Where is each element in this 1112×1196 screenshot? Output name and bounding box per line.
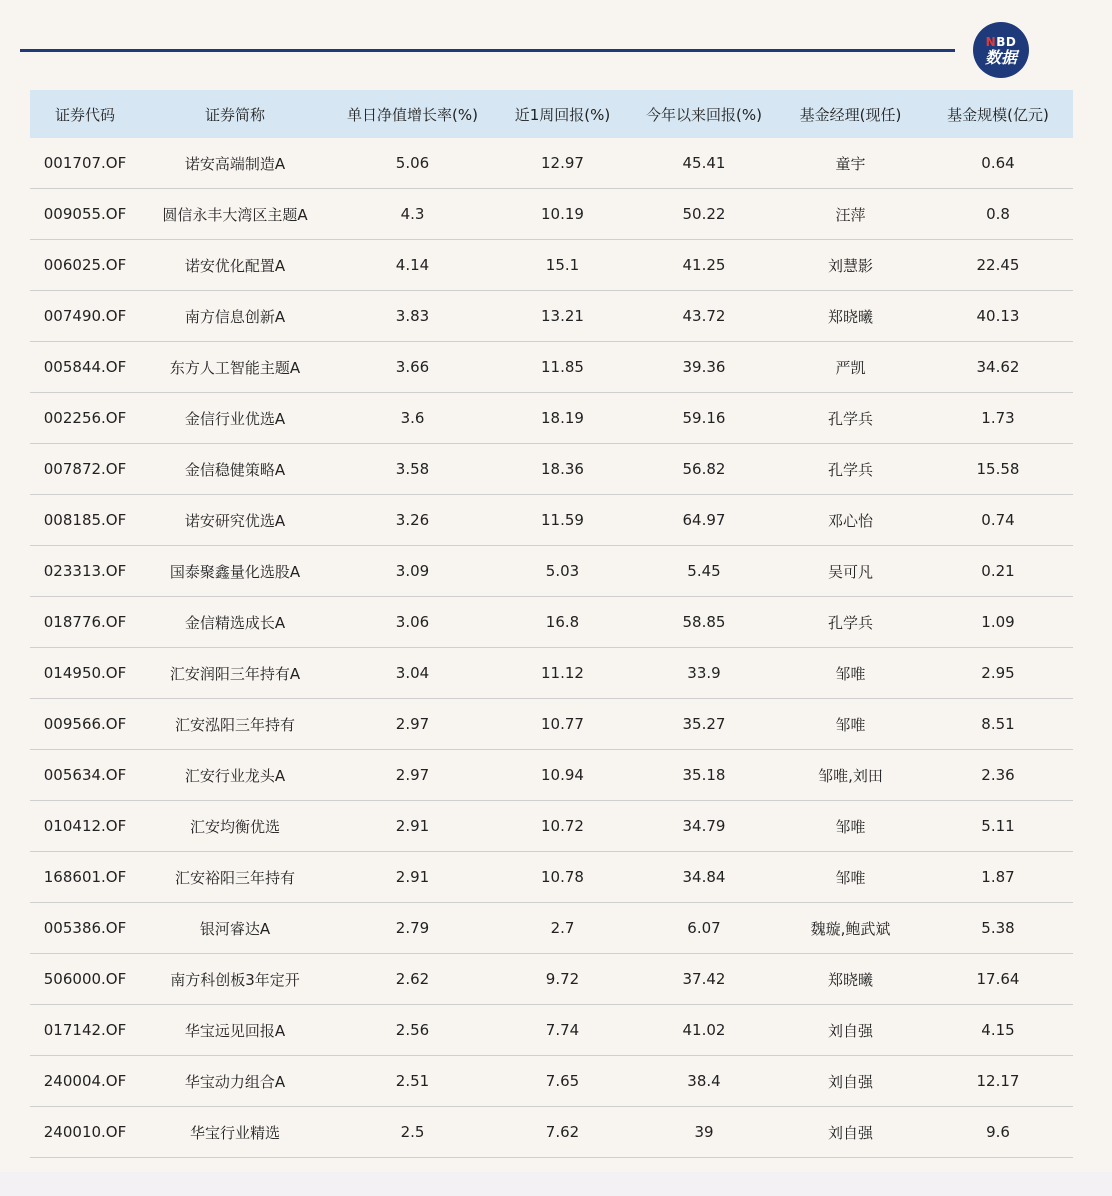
ytd-return-cell: 39 <box>630 1107 778 1158</box>
security-code-cell: 006025.OF <box>30 240 140 291</box>
manager-cell: 邹唯 <box>778 699 923 750</box>
daily-growth-cell: 2.97 <box>330 699 495 750</box>
ytd-return-cell: 34.84 <box>630 852 778 903</box>
ytd-return-cell: 50.22 <box>630 189 778 240</box>
security-name-cell: 汇安泓阳三年持有 <box>140 699 330 750</box>
ytd-return-cell: 34.79 <box>630 801 778 852</box>
security-name-cell: 诺安研究优选A <box>140 495 330 546</box>
ytd-return-cell: 33.9 <box>630 648 778 699</box>
week-return-cell: 12.97 <box>495 138 630 189</box>
ytd-return-cell: 59.16 <box>630 393 778 444</box>
column-header: 证券简称 <box>204 105 265 124</box>
fund-size-cell: 4.15 <box>923 1005 1073 1056</box>
week-return-cell: 18.19 <box>495 393 630 444</box>
week-return-cell: 13.21 <box>495 291 630 342</box>
manager-cell: 刘自强 <box>778 1107 923 1158</box>
daily-growth-cell: 5.06 <box>330 138 495 189</box>
fund-size-cell: 2.36 <box>923 750 1073 801</box>
manager-cell: 邓心怡 <box>778 495 923 546</box>
security-code-cell: 005844.OF <box>30 342 140 393</box>
manager-cell: 汪萍 <box>778 189 923 240</box>
daily-growth-cell: 2.56 <box>330 1005 495 1056</box>
ytd-return-cell: 6.07 <box>630 903 778 954</box>
fund-size-cell: 5.11 <box>923 801 1073 852</box>
manager-cell: 刘慧影 <box>778 240 923 291</box>
week-return-cell: 7.65 <box>495 1056 630 1107</box>
ytd-return-cell: 64.97 <box>630 495 778 546</box>
fund-size-cell: 0.21 <box>923 546 1073 597</box>
table-row <box>30 495 1073 546</box>
daily-growth-cell: 2.51 <box>330 1056 495 1107</box>
fund-size-cell: 1.87 <box>923 852 1073 903</box>
table-row <box>30 1056 1073 1107</box>
manager-cell: 郑晓曦 <box>778 954 923 1005</box>
column-header: 近1周回报(%) <box>514 105 611 124</box>
security-code-cell: 002256.OF <box>30 393 140 444</box>
table-row <box>30 903 1073 954</box>
table-row <box>30 393 1073 444</box>
logo-brand-rest: BD <box>996 34 1017 49</box>
security-code-cell: 009566.OF <box>30 699 140 750</box>
column-header: 基金经理(现任) <box>799 105 902 124</box>
fund-size-cell: 0.74 <box>923 495 1073 546</box>
week-return-cell: 18.36 <box>495 444 630 495</box>
column-header: 单日净值增长率(%) <box>347 105 478 124</box>
table-row <box>30 1005 1073 1056</box>
security-name-cell: 南方信息创新A <box>140 291 330 342</box>
security-code-cell: 007490.OF <box>30 291 140 342</box>
daily-growth-cell: 2.91 <box>330 801 495 852</box>
table-row <box>30 546 1073 597</box>
security-code-cell: 017142.OF <box>30 1005 140 1056</box>
manager-cell: 刘自强 <box>778 1005 923 1056</box>
security-name-cell: 汇安润阳三年持有A <box>140 648 330 699</box>
manager-cell: 邹唯 <box>778 852 923 903</box>
security-code-cell: 014950.OF <box>30 648 140 699</box>
security-name-cell: 华宝动力组合A <box>140 1056 330 1107</box>
security-name-cell: 汇安裕阳三年持有 <box>140 852 330 903</box>
header-rule <box>20 49 955 52</box>
ytd-return-cell: 35.18 <box>630 750 778 801</box>
table-row <box>30 342 1073 393</box>
manager-cell: 邹唯,刘田 <box>778 750 923 801</box>
fund-size-cell: 40.13 <box>923 291 1073 342</box>
security-name-cell: 圆信永丰大湾区主题A <box>140 189 330 240</box>
security-code-cell: 506000.OF <box>30 954 140 1005</box>
week-return-cell: 5.03 <box>495 546 630 597</box>
fund-size-cell: 1.09 <box>923 597 1073 648</box>
fund-size-cell: 0.8 <box>923 189 1073 240</box>
table-header-row <box>30 90 1073 138</box>
daily-growth-cell: 2.91 <box>330 852 495 903</box>
security-code-cell: 010412.OF <box>30 801 140 852</box>
daily-growth-cell: 3.26 <box>330 495 495 546</box>
daily-growth-cell: 3.66 <box>330 342 495 393</box>
table-row <box>30 597 1073 648</box>
security-code-cell: 008185.OF <box>30 495 140 546</box>
table-row <box>30 954 1073 1005</box>
security-code-cell: 009055.OF <box>30 189 140 240</box>
daily-growth-cell: 3.04 <box>330 648 495 699</box>
ytd-return-cell: 39.36 <box>630 342 778 393</box>
bottom-band <box>0 1172 1112 1196</box>
week-return-cell: 10.94 <box>495 750 630 801</box>
ytd-return-cell: 43.72 <box>630 291 778 342</box>
column-header: 基金规模(亿元) <box>947 105 1049 124</box>
table-row <box>30 240 1073 291</box>
column-header: 证券代码 <box>54 105 115 124</box>
table-row <box>30 648 1073 699</box>
week-return-cell: 2.7 <box>495 903 630 954</box>
security-name-cell: 金信精选成长A <box>140 597 330 648</box>
daily-growth-cell: 4.14 <box>330 240 495 291</box>
security-name-cell: 银河睿达A <box>140 903 330 954</box>
manager-cell: 严凯 <box>778 342 923 393</box>
week-return-cell: 10.78 <box>495 852 630 903</box>
ytd-return-cell: 41.02 <box>630 1005 778 1056</box>
fund-table <box>30 90 1073 1158</box>
ytd-return-cell: 41.25 <box>630 240 778 291</box>
ytd-return-cell: 35.27 <box>630 699 778 750</box>
security-name-cell: 国泰聚鑫量化选股A <box>140 546 330 597</box>
manager-cell: 刘自强 <box>778 1056 923 1107</box>
ytd-return-cell: 56.82 <box>630 444 778 495</box>
week-return-cell: 10.72 <box>495 801 630 852</box>
manager-cell: 邹唯 <box>778 648 923 699</box>
daily-growth-cell: 2.79 <box>330 903 495 954</box>
fund-size-cell: 2.95 <box>923 648 1073 699</box>
daily-growth-cell: 3.06 <box>330 597 495 648</box>
daily-growth-cell: 2.97 <box>330 750 495 801</box>
security-name-cell: 华宝行业精选 <box>140 1107 330 1158</box>
table-row <box>30 699 1073 750</box>
fund-size-cell: 34.62 <box>923 342 1073 393</box>
fund-size-cell: 12.17 <box>923 1056 1073 1107</box>
ytd-return-cell: 37.42 <box>630 954 778 1005</box>
ytd-return-cell: 58.85 <box>630 597 778 648</box>
daily-growth-cell: 3.83 <box>330 291 495 342</box>
week-return-cell: 16.8 <box>495 597 630 648</box>
fund-size-cell: 0.64 <box>923 138 1073 189</box>
ytd-return-cell: 5.45 <box>630 546 778 597</box>
table-row <box>30 801 1073 852</box>
security-name-cell: 诺安高端制造A <box>140 138 330 189</box>
fund-size-cell: 1.73 <box>923 393 1073 444</box>
security-name-cell: 金信稳健策略A <box>140 444 330 495</box>
security-name-cell: 金信行业优选A <box>140 393 330 444</box>
table-body <box>30 138 1073 1158</box>
security-code-cell: 005634.OF <box>30 750 140 801</box>
week-return-cell: 10.77 <box>495 699 630 750</box>
table-row <box>30 189 1073 240</box>
security-name-cell: 东方人工智能主题A <box>140 342 330 393</box>
week-return-cell: 10.19 <box>495 189 630 240</box>
manager-cell: 童宇 <box>778 138 923 189</box>
security-name-cell: 汇安均衡优选 <box>140 801 330 852</box>
manager-cell: 孔学兵 <box>778 597 923 648</box>
logo-brand-n: N <box>985 34 997 49</box>
week-return-cell: 9.72 <box>495 954 630 1005</box>
daily-growth-cell: 4.3 <box>330 189 495 240</box>
week-return-cell: 11.59 <box>495 495 630 546</box>
logo-cn: 数据 <box>984 47 1017 67</box>
manager-cell: 郑晓曦 <box>778 291 923 342</box>
security-name-cell: 南方科创板3年定开 <box>140 954 330 1005</box>
table-row <box>30 444 1073 495</box>
manager-cell: 邹唯 <box>778 801 923 852</box>
fund-size-cell: 5.38 <box>923 903 1073 954</box>
fund-size-cell: 15.58 <box>923 444 1073 495</box>
manager-cell: 孔学兵 <box>778 444 923 495</box>
security-code-cell: 001707.OF <box>30 138 140 189</box>
daily-growth-cell: 2.5 <box>330 1107 495 1158</box>
security-code-cell: 168601.OF <box>30 852 140 903</box>
nbd-logo <box>973 22 1029 78</box>
fund-size-cell: 22.45 <box>923 240 1073 291</box>
daily-growth-cell: 2.62 <box>330 954 495 1005</box>
week-return-cell: 15.1 <box>495 240 630 291</box>
ytd-return-cell: 38.4 <box>630 1056 778 1107</box>
security-name-cell: 汇安行业龙头A <box>140 750 330 801</box>
manager-cell: 吴可凡 <box>778 546 923 597</box>
security-code-cell: 240010.OF <box>30 1107 140 1158</box>
security-name-cell: 诺安优化配置A <box>140 240 330 291</box>
week-return-cell: 11.12 <box>495 648 630 699</box>
daily-growth-cell: 3.6 <box>330 393 495 444</box>
table-row <box>30 138 1073 189</box>
logo-brand <box>986 36 1017 49</box>
fund-size-cell: 17.64 <box>923 954 1073 1005</box>
security-code-cell: 005386.OF <box>30 903 140 954</box>
daily-growth-cell: 3.09 <box>330 546 495 597</box>
ytd-return-cell: 45.41 <box>630 138 778 189</box>
security-name-cell: 华宝远见回报A <box>140 1005 330 1056</box>
security-code-cell: 023313.OF <box>30 546 140 597</box>
week-return-cell: 7.74 <box>495 1005 630 1056</box>
security-code-cell: 018776.OF <box>30 597 140 648</box>
manager-cell: 魏璇,鲍武斌 <box>778 903 923 954</box>
security-code-cell: 007872.OF <box>30 444 140 495</box>
manager-cell: 孔学兵 <box>778 393 923 444</box>
fund-size-cell: 8.51 <box>923 699 1073 750</box>
table-row <box>30 852 1073 903</box>
week-return-cell: 7.62 <box>495 1107 630 1158</box>
daily-growth-cell: 3.58 <box>330 444 495 495</box>
column-header: 今年以来回报(%) <box>646 105 762 124</box>
table-row <box>30 291 1073 342</box>
security-code-cell: 240004.OF <box>30 1056 140 1107</box>
fund-size-cell: 9.6 <box>923 1107 1073 1158</box>
table-row <box>30 750 1073 801</box>
week-return-cell: 11.85 <box>495 342 630 393</box>
table-row <box>30 1107 1073 1158</box>
